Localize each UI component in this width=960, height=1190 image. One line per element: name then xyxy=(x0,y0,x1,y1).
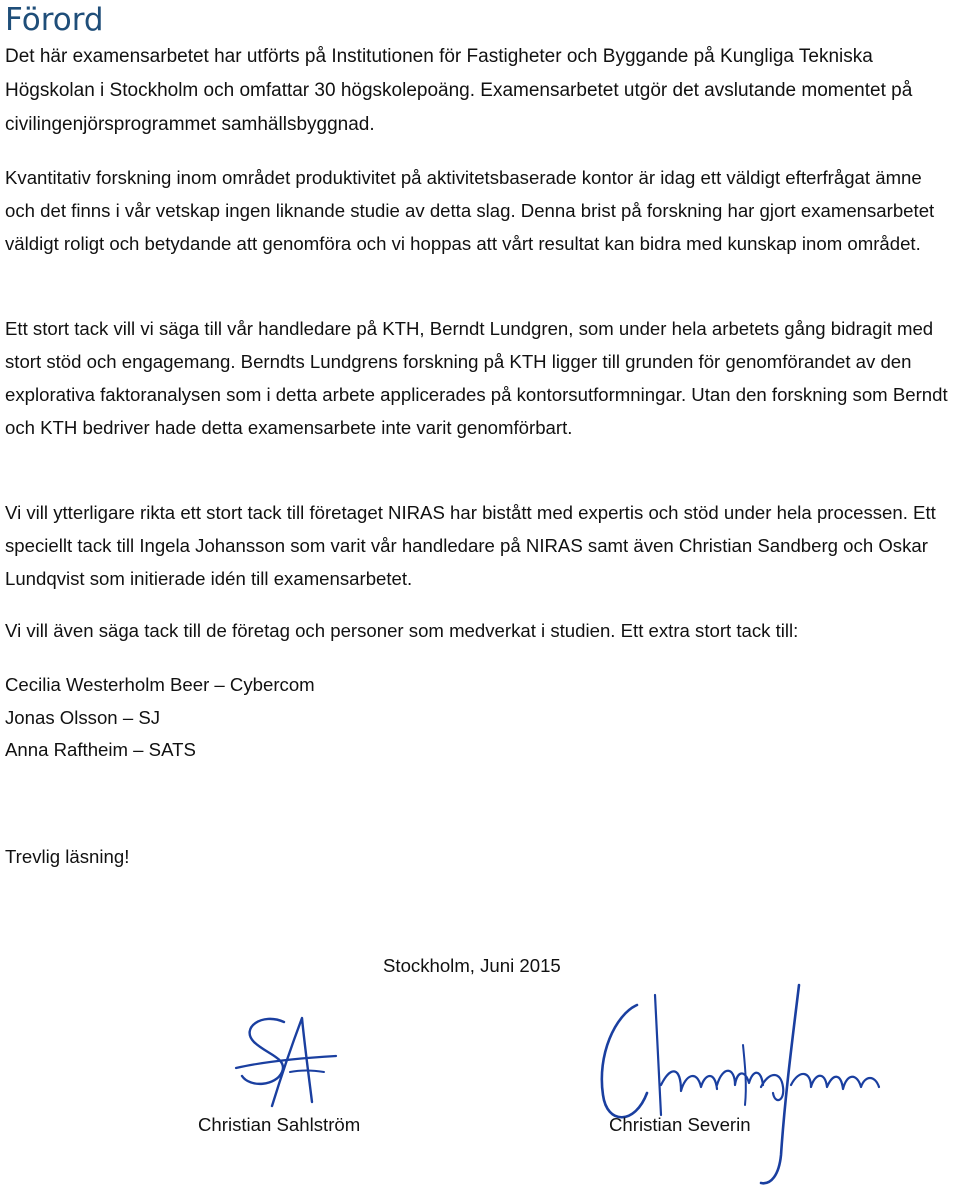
paragraph-participants-thanks: Vi vill även säga tack till de företag och personer som medverkat i studien. Ett extra stort tack till: xyxy=(5,620,799,641)
place-date: Stockholm, Juni 2015 xyxy=(383,955,561,976)
list-item: Cecilia Westerholm Beer – Cybercom xyxy=(5,674,315,695)
paragraph-intro: Det här examensarbetet har utförts på Institutionen för Fastigheter och Byggande på Kungliga Tekniska Högskolan i Stockholm och omfattar 30 högskolepoäng. Examensarbetet utgör det avslutande momentet på civilingenjörsprogrammet samhällsbyggnad. xyxy=(5,46,913,135)
signature-name-sahlstrom: Christian Sahlström xyxy=(198,1114,361,1135)
signature-sahlstrom xyxy=(232,1010,342,1110)
thanks-list xyxy=(5,669,315,767)
list-item: Jonas Olsson – SJ xyxy=(5,706,161,728)
closing-line: Trevlig läsning! xyxy=(5,846,130,867)
list-item: Anna Raftheim – SATS xyxy=(5,739,196,760)
paragraph-research: Kvantitativ forskning inom området produktivitet på aktivitetsbaserade kontor är idag ett väldigt efterfrågat ämne och det finns i vår vetskap ingen liknande studie av detta slag. Denna brist på forskning har gjort examensarbetet väldigt roligt och betydande att genomföra och vi hoppas att vårt resultat kan bidra med kunskap inom området. xyxy=(5,167,935,254)
page-title: Förord xyxy=(5,2,104,38)
paragraph-supervisor-thanks: Ett stort tack vill vi säga till vår handledare på KTH, Berndt Lundgren, som under hela arbetets gång bidragit med stort stöd och engagemang. Berndts Lundgrens forskning på KTH ligger till grunden för genomförandet av den explorativa faktoranalysen som i detta arbete applicerades på kontorsutformningar. Utan den forskning som Berndt och KTH bedriver hade detta examensarbete inte varit genomförbart. xyxy=(5,318,948,438)
paragraph-niras-thanks: Vi vill ytterligare rikta ett stort tack till företaget NIRAS har bistått med expertis och stöd under hela processen. Ett speciellt tack till Ingela Johansson som varit vår handledare på NIRAS samt även Christian Sandberg och Oskar Lundqvist som initierade idén till examensarbetet. xyxy=(5,502,936,589)
signature-name-severin: Christian Severin xyxy=(609,1114,751,1135)
signature-severin xyxy=(585,975,895,1190)
